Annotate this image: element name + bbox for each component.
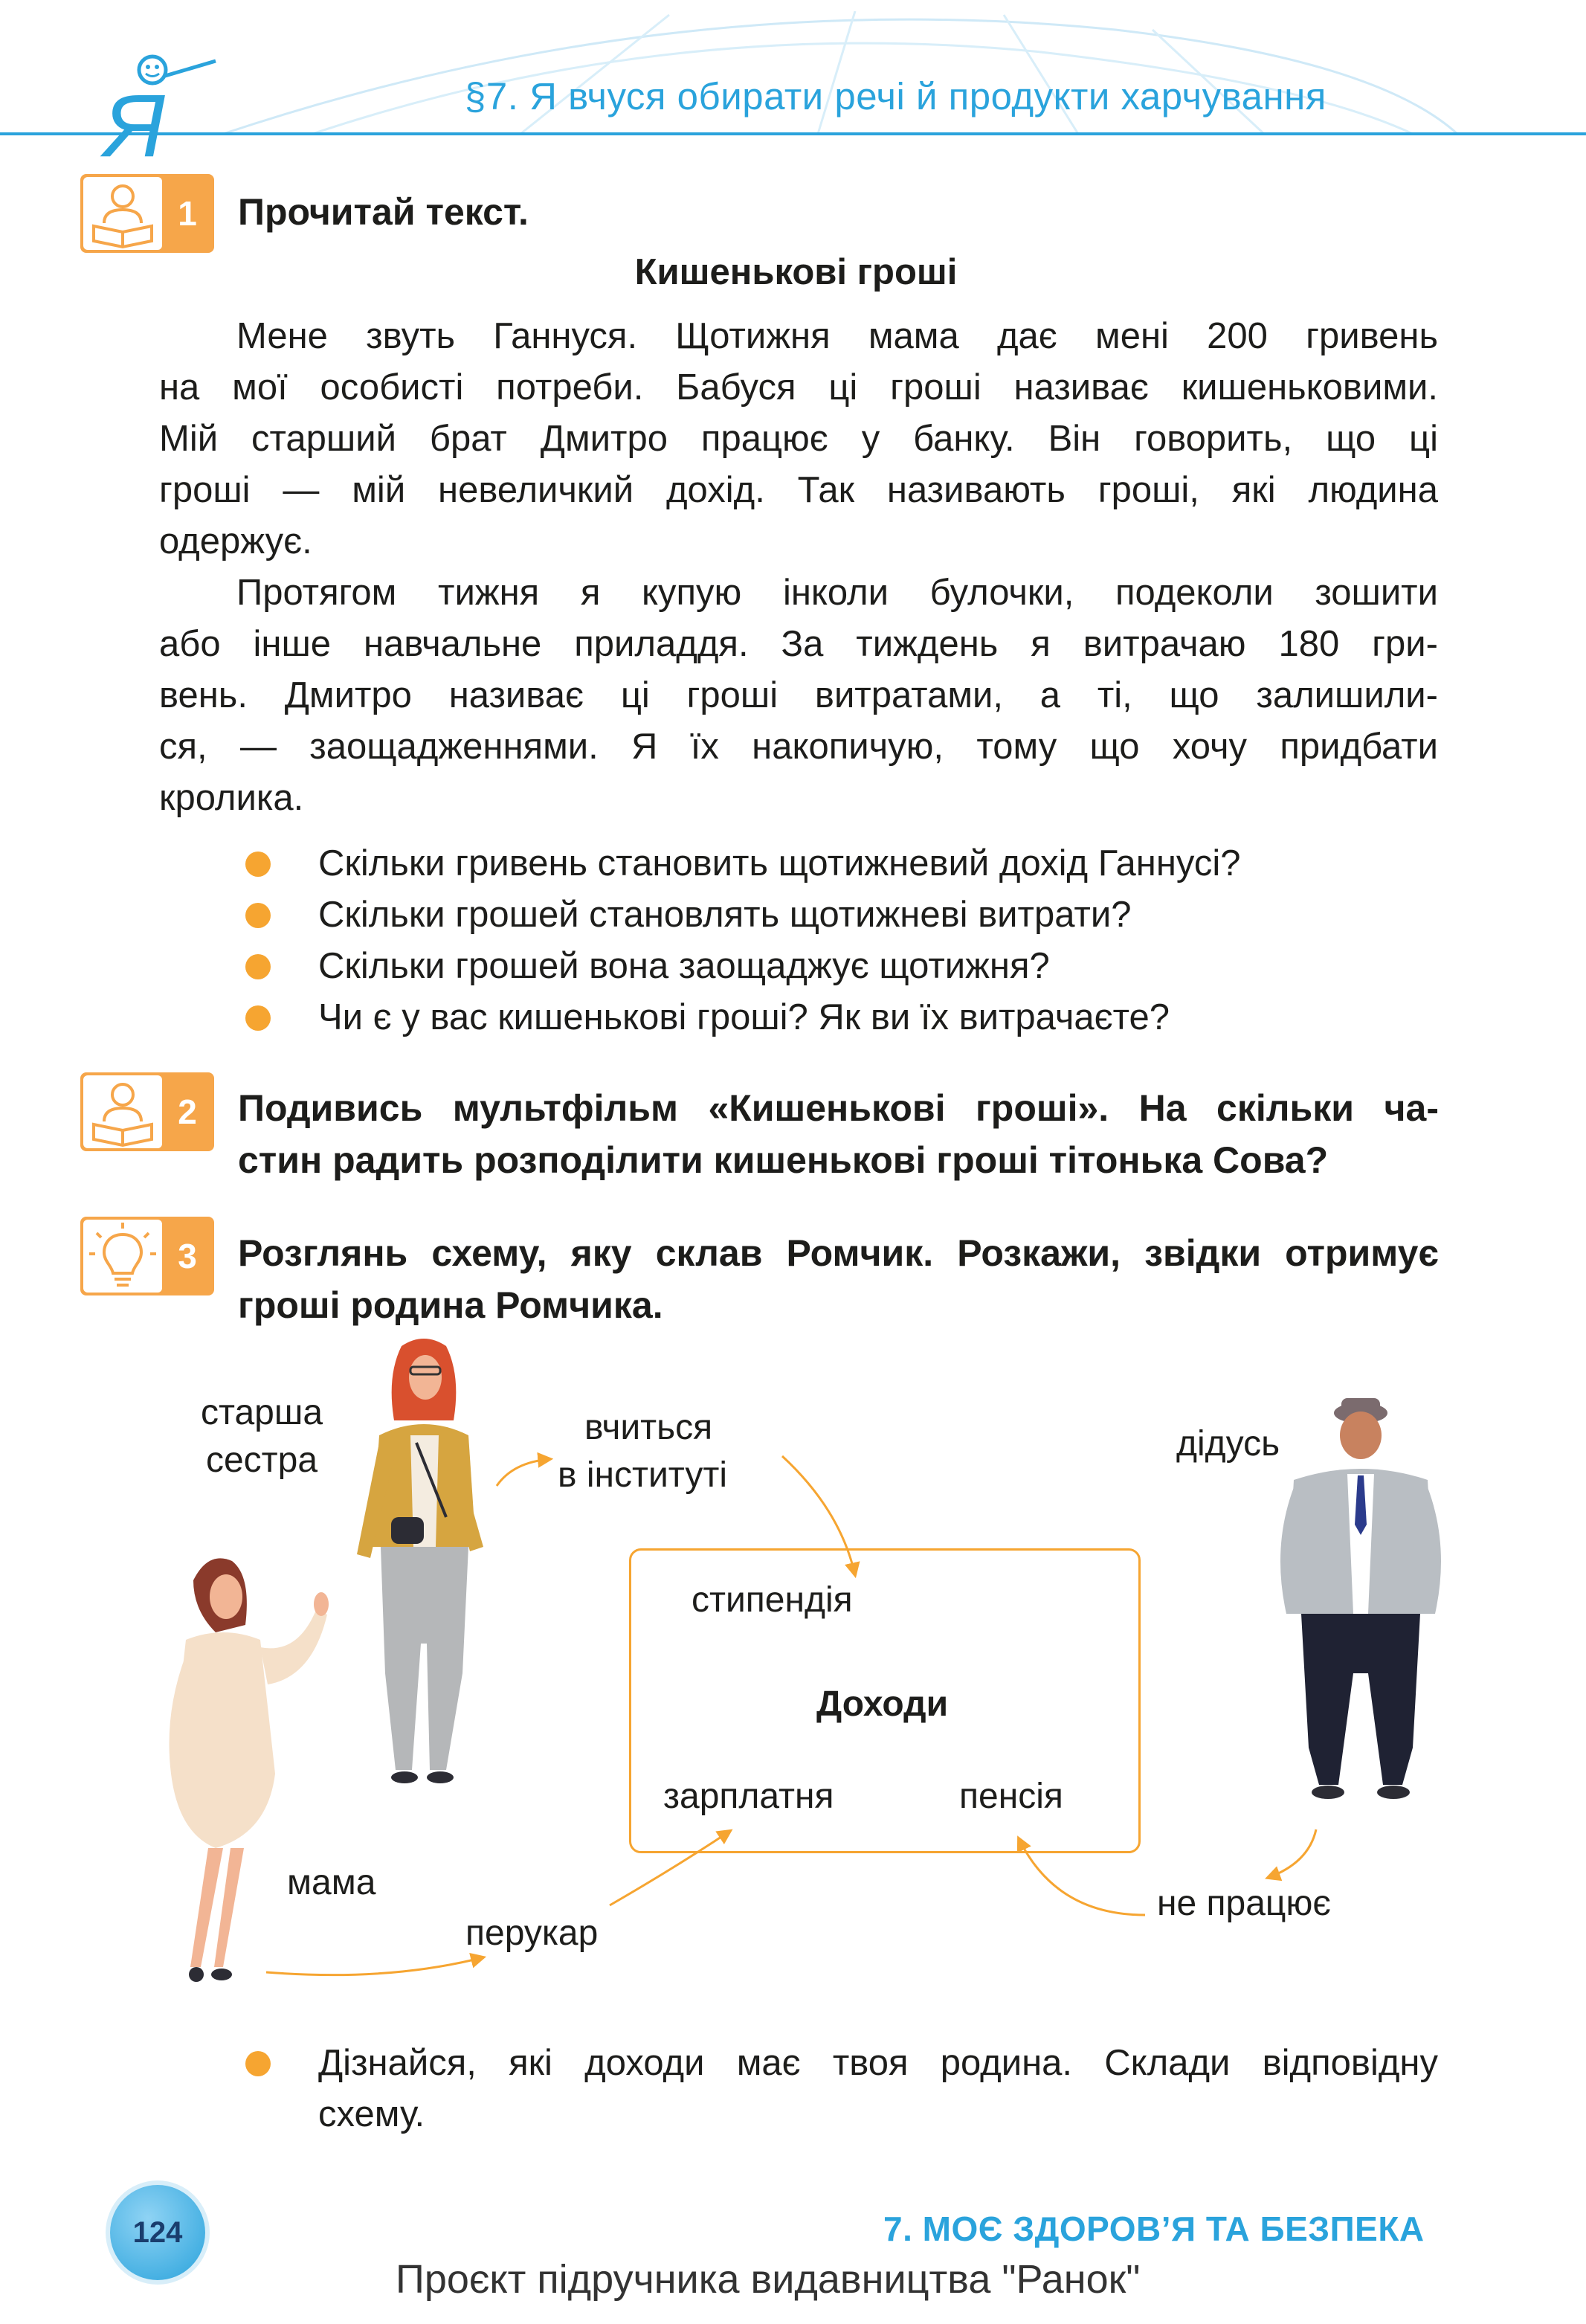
- studies-label: вчиться в інституті: [558, 1408, 727, 1495]
- scholarship-label: стипендія: [692, 1580, 853, 1620]
- question-2: Скільки грошей становлять щотижневі витрати?: [318, 895, 1132, 935]
- older-sister-illustration: [342, 1331, 506, 1792]
- salary-label: зарплатня: [663, 1777, 834, 1816]
- lightbulb-icon: [83, 1220, 162, 1293]
- income-title: Доходи: [816, 1684, 949, 1724]
- task-3-text: Розглянь схему, яку склав Ромчик. Розкажи, звідки отримує гроші родина Ромчика.: [238, 1232, 1439, 1326]
- question-1: Скільки гривень становить щотижневий дохід Ганнусі?: [318, 843, 1241, 883]
- story-title: Кишенькові гроші: [634, 252, 958, 292]
- task-badge-1: [80, 174, 214, 253]
- bullet-icon: [245, 954, 271, 979]
- question-3: Скільки грошей вона заощаджує щотижня?: [318, 946, 1050, 986]
- grandpa-label: дідусь: [1176, 1424, 1280, 1464]
- page-number: 124: [132, 2216, 183, 2249]
- sister-label: старша сестра: [201, 1393, 323, 1480]
- story-paragraph-1: Мене звуть Ганнуся. Щотижня мама дає мені 200 гривень на мої особисті потреби. Бабуся ці гроші називає кишеньковими. Мій старший брат Дмитро працює у банку. Він говорить, що ці гроші — мій невеличкий дохід. Так називають гроші, які людина одержує.: [159, 316, 1438, 561]
- not-working-label: не працює: [1157, 1884, 1331, 1923]
- page-number-badge: [110, 2185, 205, 2280]
- final-task-text: Дізнайся, які доходи має твоя родина. Склади відповідну схему.: [318, 2043, 1438, 2134]
- pension-label: пенсія: [959, 1777, 1063, 1816]
- task-badge-2: [80, 1072, 214, 1151]
- task-number: 1: [178, 194, 197, 233]
- publisher-note: Проєкт підручника видавництва "Ранок": [396, 2257, 1141, 2302]
- hairdresser-label: перукар: [465, 1913, 599, 1953]
- task-number: 2: [178, 1092, 197, 1131]
- logo-ya-icon: [97, 52, 223, 164]
- question-4: Чи є у вас кишенькові гроші? Як ви їх витрачаєте?: [318, 997, 1170, 1037]
- reader-icon: [83, 177, 162, 250]
- story-text: [159, 311, 1438, 824]
- task-badge-3: [80, 1217, 214, 1295]
- task-2-text: Подивись мультфільм «Кишенькові гроші». На скільки ча- стин радить розподілити кишенькові гроші тітонька Сова?: [238, 1087, 1439, 1181]
- chapter-title: 7. МОЄ ЗДОРОВ’Я ТА БЕЗПЕКА: [883, 2209, 1425, 2248]
- reader-icon: [83, 1075, 162, 1148]
- story-paragraph-2: Протягом тижня я купую інколи булочки, подеколи зошити або інше навчальне приладдя. За тиждень я витрачаю 180 гри- вень. Дмитро називає ці гроші витратами, а ті, що залишили- ся, — заощадженнями. Я їх накопичую, тому що хочу придбати кролика.: [159, 573, 1438, 818]
- svg-text:Я: Я: [104, 76, 165, 164]
- bullet-icon: [245, 2051, 271, 2076]
- task-1-text: Прочитай текст.: [238, 191, 529, 233]
- task-number: 3: [178, 1237, 197, 1275]
- bullet-icon: [245, 1005, 271, 1031]
- section-title: §7. Я вчуся обирати речі й продукти харчування: [465, 75, 1326, 118]
- bullet-icon: [245, 852, 271, 877]
- bullet-icon: [245, 903, 271, 928]
- mom-label: мама: [287, 1863, 376, 1902]
- mom-illustration: [149, 1551, 342, 1997]
- grandpa-illustration: [1264, 1391, 1450, 1815]
